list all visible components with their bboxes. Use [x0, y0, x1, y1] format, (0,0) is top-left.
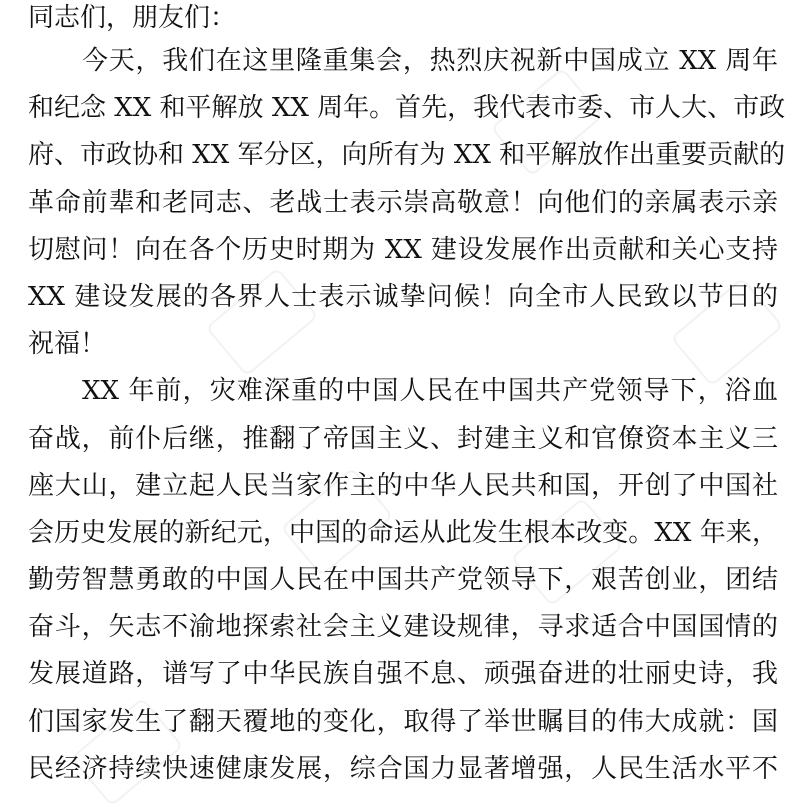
paragraph-1 — [28, 38, 786, 368]
text-line: 奋斗，矢志不渝地探索社会主义建设规律，寻求适合中国国情的 — [28, 612, 778, 643]
text-line: 革命前辈和老同志、老战士表示崇高敬意！向他们的亲属表示亲 — [28, 187, 778, 218]
text-line: 祝福！ — [28, 329, 107, 360]
text-line: 会历史发展的新纪元，中国的命运从此发生根本改变。XX 年来， — [28, 517, 778, 548]
text-line: 切慰问！向在各个历史时期为 XX 建设发展作出贡献和关心支持 — [28, 234, 778, 265]
salutation: 同志们，朋友们： — [28, 3, 237, 33]
text-line: 今天，我们在这里隆重集会，热烈庆祝新中国成立 XX 周年 — [82, 46, 778, 76]
text-line: 奋战，前仆后继，推翻了帝国主义、封建主义和官僚资本主义三 — [28, 423, 778, 454]
text-line: 们国家发生了翻天覆地的变化，取得了举世瞩目的伟大成就：国 — [28, 706, 778, 737]
text-line: 府、市政协和 XX 军分区，向所有为 XX 和平解放作出重要贡献的 — [28, 140, 786, 171]
text-line: 和纪念 XX 和平解放 XX 周年。首先，我代表市委、市人大、市政 — [28, 93, 786, 124]
text-line: 发展道路，谱写了中华民族自强不息、顽强奋进的壮丽史诗，我 — [28, 659, 778, 690]
text-line: 座大山，建立起人民当家作主的中华人民共和国，开创了中国社 — [28, 470, 778, 501]
text-line: XX 年前，灾难深重的中国人民在中国共产党领导下，浴血 — [82, 376, 778, 407]
text-line: 民经济持续快速健康发展，综合国力显著增强，人民生活水平不 — [28, 753, 778, 784]
text-line: XX 建设发展的各界人士表示诚挚问候！向全市人民致以节日的 — [28, 281, 778, 312]
document-body — [28, 0, 786, 793]
paragraph-2 — [28, 368, 778, 793]
text-line: 勤劳智慧勇敢的中国人民在中国共产党领导下，艰苦创业，团结 — [28, 565, 778, 596]
